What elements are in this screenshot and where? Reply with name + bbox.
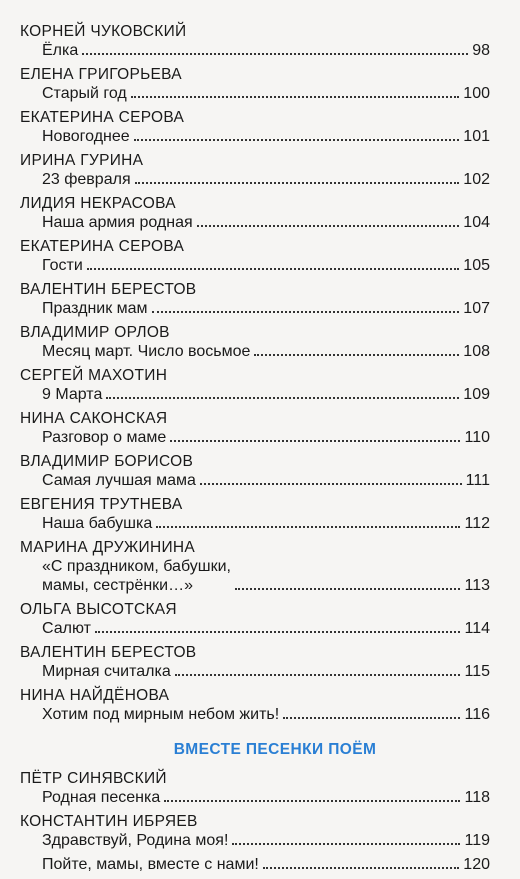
toc-entry (20, 686, 490, 724)
author-name: ЛИДИЯ НЕКРАСОВА (20, 195, 176, 212)
dot-leader (156, 526, 460, 528)
item-title: Ёлка (42, 42, 79, 59)
dot-leader (197, 225, 460, 227)
author-name: СЕРГЕЙ МАХОТИН (20, 367, 168, 384)
toc-item (20, 788, 490, 807)
dot-leader (263, 867, 459, 869)
page-number: 113 (464, 577, 490, 594)
page-number: 108 (463, 343, 490, 360)
toc-item (20, 256, 490, 275)
item-title: 9 Марта (42, 386, 103, 403)
author-name: ЕЛЕНА ГРИГОРЬЕВА (20, 66, 182, 83)
toc-entry (20, 643, 490, 681)
page-number: 118 (464, 789, 490, 806)
dot-leader (235, 588, 461, 590)
table-of-contents (20, 22, 490, 879)
toc-item (20, 662, 490, 681)
item-title: Наша бабушка (42, 515, 153, 532)
author-name: ЕКАТЕРИНА СЕРОВА (20, 238, 185, 255)
item-title: Мирная считалка (42, 663, 171, 680)
dot-leader (232, 843, 460, 845)
toc-part-1 (20, 22, 490, 724)
toc-item (20, 428, 490, 447)
page-number: 104 (463, 214, 490, 231)
page-number: 120 (463, 856, 490, 873)
toc-item (20, 831, 490, 850)
dot-leader (170, 440, 460, 442)
toc-entry (20, 323, 490, 361)
page-number: 114 (464, 620, 490, 637)
toc-item (20, 385, 490, 404)
item-title: Пойте, мамы, вместе с нами! (42, 856, 259, 873)
page-number: 105 (463, 257, 490, 274)
item-title: Старый год (42, 85, 127, 102)
toc-entry (20, 108, 490, 146)
toc-item (20, 84, 490, 103)
toc-item (20, 705, 490, 724)
item-title: Месяц март. Число восьмое (42, 343, 251, 360)
author-name: ЕВГЕНИЯ ТРУТНЕВА (20, 496, 183, 513)
toc-item (20, 471, 490, 490)
page-number: 109 (463, 386, 490, 403)
author-name: КОНСТАНТИН ИБРЯЕВ (20, 813, 198, 830)
toc-entry (20, 495, 490, 533)
author-name: ОЛЬГА ВЫСОТСКАЯ (20, 601, 177, 618)
toc-item (20, 855, 490, 874)
dot-leader (175, 674, 461, 676)
toc-item (20, 514, 490, 533)
page-number: 116 (464, 706, 490, 723)
page-number: 107 (463, 300, 490, 317)
toc-entry (20, 409, 490, 447)
author-name: ВАЛЕНТИН БЕРЕСТОВ (20, 281, 197, 298)
toc-item (20, 619, 490, 638)
toc-entry (20, 280, 490, 318)
page-number: 98 (472, 42, 490, 59)
toc-entry (20, 22, 490, 60)
toc-entry (20, 600, 490, 638)
dot-leader (283, 717, 460, 719)
page-number: 112 (464, 515, 490, 532)
item-title: 23 февраля (42, 171, 131, 188)
toc-item (20, 342, 490, 361)
item-title: Хотим под мирным небом жить! (42, 706, 280, 723)
toc-entry (20, 65, 490, 103)
item-title: Новогоднее (42, 128, 130, 145)
toc-entry (20, 812, 490, 874)
item-title: Наша армия родная (42, 214, 193, 231)
toc-item (20, 127, 490, 146)
author-name: ВЛАДИМИР БОРИСОВ (20, 453, 194, 470)
toc-entry (20, 366, 490, 404)
dot-leader (87, 268, 460, 270)
page-number: 110 (464, 429, 490, 446)
item-title: Гости (42, 257, 83, 274)
toc-part-2 (20, 769, 490, 874)
author-name: ВАЛЕНТИН БЕРЕСТОВ (20, 644, 197, 661)
toc-item (20, 41, 490, 60)
author-name: ИРИНА ГУРИНА (20, 152, 144, 169)
dot-leader (152, 311, 460, 313)
toc-item (20, 299, 490, 318)
page-number: 100 (463, 85, 490, 102)
author-name: НИНА НАЙДЁНОВА (20, 687, 170, 704)
toc-item (20, 170, 490, 189)
author-name: НИНА САКОНСКАЯ (20, 410, 168, 427)
dot-leader (131, 96, 460, 98)
dot-leader (135, 182, 460, 184)
dot-leader (200, 483, 462, 485)
toc-entry (20, 237, 490, 275)
toc-entry (20, 452, 490, 490)
dot-leader (95, 631, 461, 633)
toc-item (20, 557, 490, 595)
author-name: ВЛАДИМИР ОРЛОВ (20, 324, 170, 341)
page-number: 102 (463, 171, 490, 188)
author-name: КОРНЕЙ ЧУКОВСКИЙ (20, 23, 187, 40)
author-name: МАРИНА ДРУЖИНИНА (20, 539, 196, 556)
author-name: ПЁТР СИНЯВСКИЙ (20, 770, 167, 787)
author-name: ЕКАТЕРИНА СЕРОВА (20, 109, 185, 126)
dot-leader (134, 139, 460, 141)
page-number: 101 (463, 128, 490, 145)
toc-entry (20, 769, 490, 807)
page-number: 115 (464, 663, 490, 680)
dot-leader (82, 53, 468, 55)
dot-leader (106, 397, 459, 399)
dot-leader (254, 354, 459, 356)
item-title: Салют (42, 620, 91, 637)
toc-item (20, 213, 490, 232)
item-title: Родная песенка (42, 789, 161, 806)
item-title: «С праздником, бабушки, мамы, сестрёнки…» (42, 558, 231, 594)
page-number: 111 (465, 472, 490, 489)
item-title: Здравствуй, Родина моя! (42, 832, 229, 849)
item-title: Праздник мам (42, 300, 148, 317)
toc-entry (20, 194, 490, 232)
toc-entry (20, 538, 490, 595)
item-title: Самая лучшая мама (42, 472, 196, 489)
section-heading: ВМЕСТЕ ПЕСЕНКИ ПОЁМ (173, 741, 377, 758)
toc-entry (20, 151, 490, 189)
page-number: 119 (464, 832, 490, 849)
dot-leader (164, 800, 460, 802)
item-title: Разговор о маме (42, 429, 167, 446)
